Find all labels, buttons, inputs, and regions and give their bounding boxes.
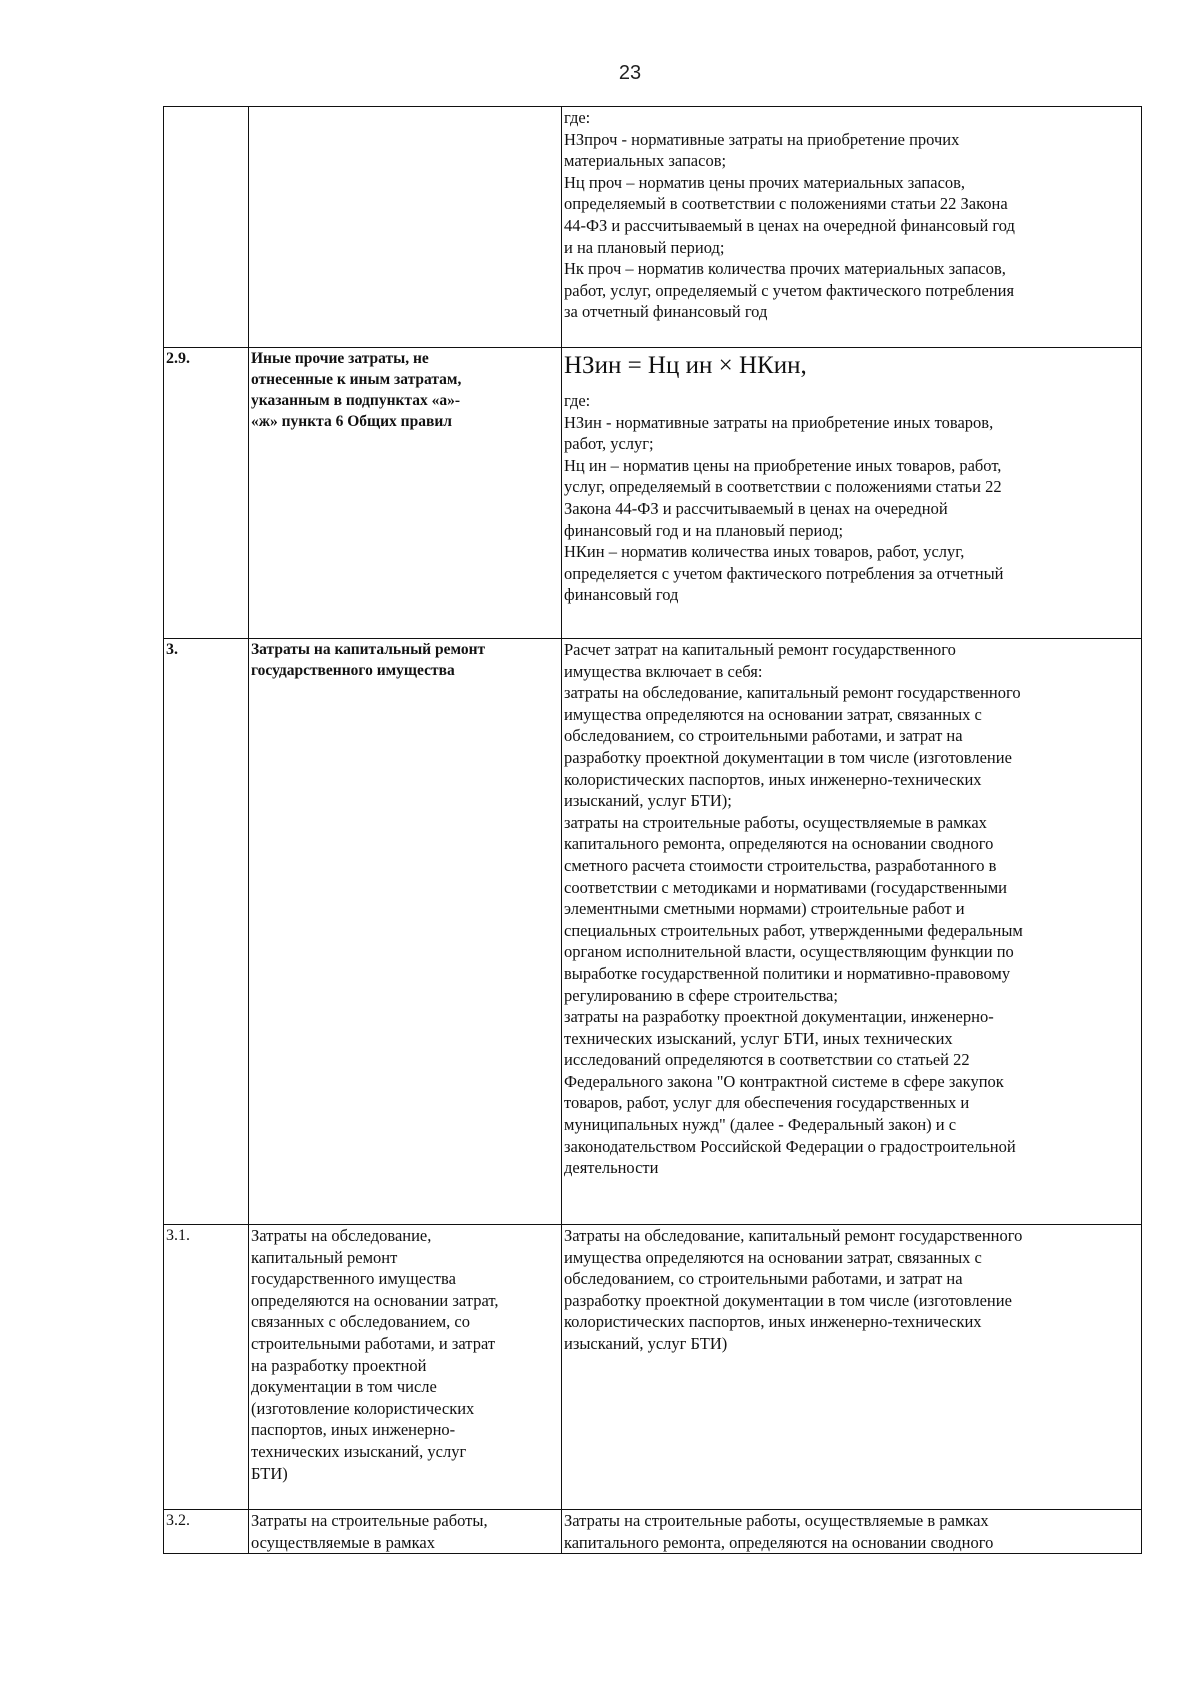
description-line: законодательством Российской Федерации о градостроительной xyxy=(564,1136,1016,1156)
description-line: изысканий, услуг БТИ) xyxy=(564,1333,728,1353)
row-description-cell xyxy=(562,1225,1142,1510)
row-name-cell xyxy=(249,348,562,639)
description-line: исследований определяются в соответствии со статьей 22 xyxy=(564,1050,970,1070)
table-row xyxy=(164,348,1142,639)
description-line: работ, услуг, определяемый с учетом фактического потребления xyxy=(564,280,1015,300)
description-line: Нц проч – норматив цены прочих материальных запасов, xyxy=(564,172,966,192)
cost-item-name-line: государственного имущества xyxy=(251,662,455,679)
cost-item-name-line: отнесенные к иным затратам, xyxy=(251,371,462,388)
row-name-cell xyxy=(249,1225,562,1510)
description-line: финансовый год и на плановый период; xyxy=(564,520,844,540)
description-line: Затраты на обследование, капитальный ремонт государственного xyxy=(564,1226,1023,1245)
row-description-cell xyxy=(562,639,1142,1225)
description-line: имущества определяются на основании затрат, связанных с xyxy=(564,1247,982,1267)
table-row xyxy=(164,639,1142,1225)
row-description-cell xyxy=(562,107,1142,348)
row-number-cell: 3.2. xyxy=(164,1510,249,1554)
table-row xyxy=(164,1225,1142,1510)
description-line: 44-ФЗ и рассчитываемый в ценах на очередной финансовый год xyxy=(564,215,1015,235)
description-line: за отчетный финансовый год xyxy=(564,302,768,322)
cost-item-name-line: государственного имущества xyxy=(251,1269,456,1289)
cost-item-name-line: документации в том числе xyxy=(251,1377,437,1397)
description-line: Нк проч – норматив количества прочих материальных запасов, xyxy=(564,259,1006,279)
cost-item-name-line: БТИ) xyxy=(251,1463,288,1483)
description-line: затраты на обследование, капитальный ремонт государственного xyxy=(564,683,1021,703)
description-line: имущества включает в себя: xyxy=(564,661,763,681)
description-line: муниципальных нужд" (далее - Федеральный закон) и с xyxy=(564,1115,957,1135)
description-line: регулированию в сфере строительства; xyxy=(564,985,838,1005)
description-line: определяемый в соответствии с положениями статьи 22 Закона xyxy=(564,194,1008,214)
description-line: НЗпроч - нормативные затраты на приобретение прочих xyxy=(564,129,960,149)
description-line: услуг, определяемый в соответствии с положениями статьи 22 xyxy=(564,477,1002,497)
cost-item-name-line: «ж» пункта 6 Общих правил xyxy=(251,413,452,430)
description-line: Затраты на строительные работы, осуществляемые в рамках xyxy=(564,1511,989,1530)
description-line: деятельности xyxy=(564,1158,659,1178)
description-line: Закона 44-ФЗ и рассчитываемый в ценах на очередной xyxy=(564,498,948,518)
cost-item-name-line: определяются на основании затрат, xyxy=(251,1290,499,1310)
description-line: НЗин - нормативные затраты на приобретение иных товаров, xyxy=(564,412,994,432)
description-line: затраты на строительные работы, осуществляемые в рамках xyxy=(564,812,987,832)
description-line: соответствии с методиками и нормативами (государственными xyxy=(564,877,1008,897)
description-line: товаров, работ, услуг для обеспечения государственных и xyxy=(564,1093,970,1113)
description-line: имущества определяются на основании затрат, связанных с xyxy=(564,704,982,724)
cost-standards-table xyxy=(163,106,1142,1554)
row-number-cell: 2.9. xyxy=(164,348,249,639)
description-line: специальных строительных работ, утвержденными федеральным xyxy=(564,920,1023,940)
cost-item-name-line: указанным в подпунктах «а»- xyxy=(251,392,461,409)
row-name-cell xyxy=(249,107,562,348)
cost-item-name-line: Затраты на капитальный ремонт xyxy=(251,641,486,658)
description-line: капитального ремонта, определяются на основании сводного xyxy=(564,1532,994,1552)
row-name-cell xyxy=(249,1510,562,1554)
description-line: НКин – норматив количества иных товаров, работ, услуг, xyxy=(564,542,965,562)
description-line: и на плановый период; xyxy=(564,237,725,257)
description-line: изысканий, услуг БТИ); xyxy=(564,791,732,811)
table-row xyxy=(164,107,1142,348)
row-description-cell xyxy=(562,348,1142,639)
row-number-cell: 3.1. xyxy=(164,1225,249,1510)
description-line: разработку проектной документации в том числе (изготовление xyxy=(564,1290,1012,1310)
description-line: Федерального закона "О контрактной системе в сфере закупок xyxy=(564,1071,1004,1091)
cost-item-name-line: технических изысканий, услуг xyxy=(251,1441,467,1461)
description-line: выработке государственной политики и нормативно-правовому xyxy=(564,963,1011,983)
cost-item-name-line: Затраты на строительные работы, xyxy=(251,1511,488,1530)
description-line: где: xyxy=(564,391,591,410)
cost-item-name-line: связанных с обследованием, со xyxy=(251,1312,470,1332)
description-line: Расчет затрат на капитальный ремонт государственного xyxy=(564,640,956,659)
cost-item-name-line: осуществляемые в рамках xyxy=(251,1532,435,1552)
description-line: где: xyxy=(564,108,591,127)
description-line: определяется с учетом фактического потребления за отчетный xyxy=(564,563,1004,583)
description-line: финансовый год xyxy=(564,585,679,605)
table-row xyxy=(164,1510,1142,1554)
cost-item-name-line: Затраты на обследование, xyxy=(251,1226,432,1245)
description-line: Нц ин – норматив цены на приобретение иных товаров, работ, xyxy=(564,455,1002,475)
cost-item-name-line: на разработку проектной xyxy=(251,1355,427,1375)
cost-item-name-line: капитальный ремонт xyxy=(251,1247,398,1267)
page-number: 23 xyxy=(618,62,642,84)
row-number-cell xyxy=(164,107,249,348)
cost-item-name-line: Иные прочие затраты, не xyxy=(251,350,429,367)
description-line: работ, услуг; xyxy=(564,434,654,454)
description-line: элементными сметными нормами) строительные работ и xyxy=(564,899,965,919)
description-line: разработку проектной документации в том числе (изготовление xyxy=(564,747,1012,767)
row-name-cell xyxy=(249,639,562,1225)
description-line: колористических паспортов, иных инженерно-технических xyxy=(564,769,982,789)
description-line: затраты на разработку проектной документации, инженерно- xyxy=(564,1007,994,1027)
cost-item-name-line: (изготовление колористических xyxy=(251,1398,475,1418)
row-description-cell xyxy=(562,1510,1142,1554)
description-line: колористических паспортов, иных инженерно-технических xyxy=(564,1312,982,1332)
description-line: органом исполнительной власти, осуществляющим функции по xyxy=(564,942,1014,962)
description-line: технических изысканий, услуг БТИ, иных технических xyxy=(564,1028,953,1048)
cost-item-name-line: строительными работами, и затрат xyxy=(251,1333,496,1353)
description-line: материальных запасов; xyxy=(564,151,727,171)
description-line: обследованием, со строительными работами, и затрат на xyxy=(564,1269,963,1289)
description-line: капитального ремонта, определяются на основании сводного xyxy=(564,834,994,854)
cost-formula: НЗин = Нц ин × НКин, xyxy=(564,352,807,379)
description-line: сметного расчета стоимости строительства, разработанного в xyxy=(564,855,997,875)
cost-item-name-line: паспортов, иных инженерно- xyxy=(251,1420,456,1440)
description-line: обследованием, со строительными работами, и затрат на xyxy=(564,726,963,746)
row-number-cell: 3. xyxy=(164,639,249,1225)
